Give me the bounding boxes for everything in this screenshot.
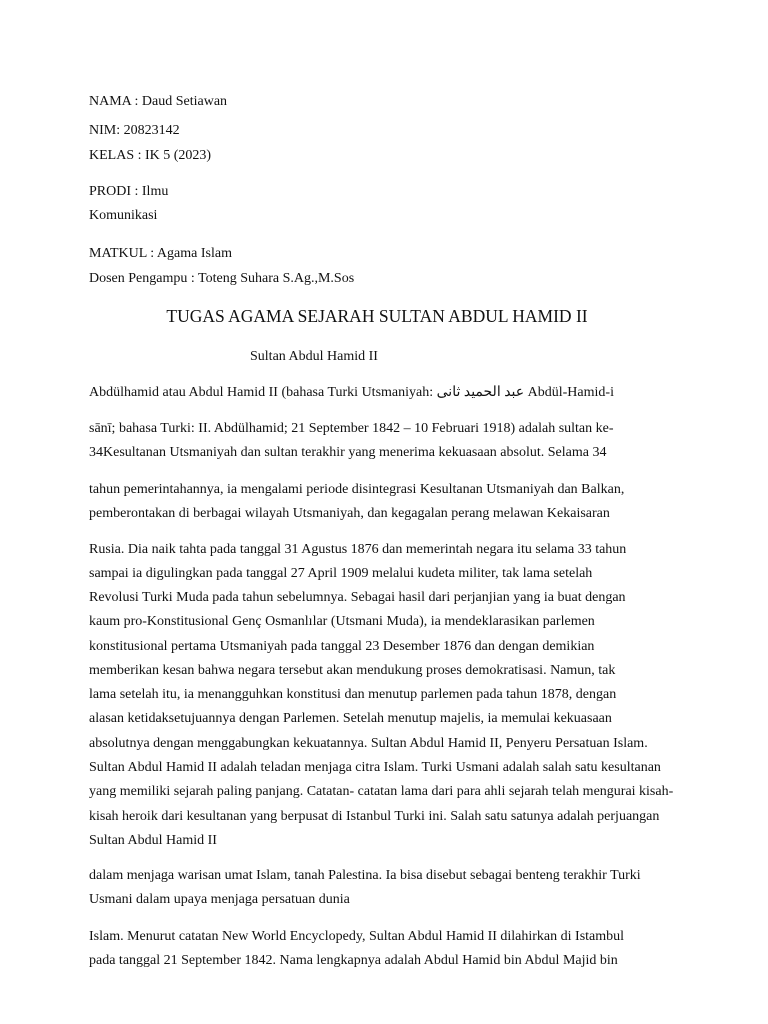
body-line: absolutnya dengan menggabungkan kekuatannya. Sultan Abdul Hamid II, Penyeru Persatuan Islam. bbox=[89, 736, 648, 751]
body-line: tahun pemerintahannya, ia mengalami periode disintegrasi Kesultanan Utsmaniyah dan Balkan, bbox=[89, 482, 625, 497]
document-subtitle: Sultan Abdul Hamid II bbox=[250, 349, 378, 364]
body-line: Usmani dalam upaya menjaga persatuan dunia bbox=[89, 892, 350, 907]
document-title: TUGAS AGAMA SEJARAH SULTAN ABDUL HAMID II bbox=[166, 306, 588, 326]
student-nim: NIM: 20823142 bbox=[89, 123, 180, 138]
body-line: sānī; bahasa Turki: II. Abdülhamid; 21 September 1842 – 10 Februari 1918) adalah sultan ke- bbox=[89, 421, 614, 436]
study-program-line-2: Komunikasi bbox=[89, 208, 158, 223]
student-name: NAMA : Daud Setiawan bbox=[89, 94, 228, 109]
body-line: Rusia. Dia naik tahta pada tanggal 31 Agustus 1876 dan memerintah negara itu selama 33 tahun bbox=[89, 542, 627, 557]
body-line: sampai ia digulingkan pada tanggal 27 April 1909 melalui kudeta militer, tak lama setelah bbox=[89, 566, 593, 581]
body-line: kaum pro-Konstitusional Genç Osmanlılar (Utsmani Muda), ia mendeklarasikan parlemen bbox=[89, 614, 595, 629]
body-line: pemberontakan di berbagai wilayah Utsmaniyah, dan kegagalan perang melawan Kekaisaran bbox=[89, 506, 610, 521]
lecturer-name: Dosen Pengampu : Toteng Suhara S.Ag.,M.Sos bbox=[89, 271, 355, 286]
body-line: Islam. Menurut catatan New World Encyclopedy, Sultan Abdul Hamid II dilahirkan di Istambul bbox=[89, 929, 625, 944]
body-line: yang memiliki sejarah paling panjang. Catatan- catatan lama dari para ahli sejarah telah mengurai kisah- bbox=[89, 784, 674, 799]
body-line: kisah heroik dari kesultanan yang berpusat di Istanbul Turki ini. Salah satu satunya adalah perjuangan bbox=[89, 809, 660, 824]
body-line: konstitusional pertama Utsmaniyah pada tanggal 23 Desember 1876 dan dengan demikian bbox=[89, 639, 595, 654]
body-line: dalam menjaga warisan umat Islam, tanah Palestina. Ia bisa disebut sebagai benteng terakhir Turki bbox=[89, 868, 641, 883]
student-class: KELAS : IK 5 (2023) bbox=[89, 148, 212, 163]
course-name: MATKUL : Agama Islam bbox=[89, 246, 232, 261]
body-line: 34Kesultanan Utsmaniyah dan sultan terakhir yang menerima kekuasaan absolut. Selama 34 bbox=[89, 445, 607, 460]
body-line: Sultan Abdul Hamid II bbox=[89, 833, 217, 848]
body-line: Sultan Abdul Hamid II adalah teladan menjaga citra Islam. Turki Usmani adalah salah satu kesultanan bbox=[89, 760, 661, 775]
study-program-line-1: PRODI : Ilmu bbox=[89, 184, 169, 199]
body-line: lama setelah itu, ia menangguhkan konstitusi dan menutup parlemen pada tahun 1878, dengan bbox=[89, 687, 617, 702]
body-line: memberikan kesan bahwa negara tersebut akan mendukung proses demokratisasi. Namun, tak bbox=[89, 663, 616, 678]
body-line: pada tanggal 21 September 1842. Nama lengkapnya adalah Abdul Hamid bin Abdul Majid bin bbox=[89, 953, 618, 968]
body-line: alasan ketidaksetujuannya dengan Parlemen. Setelah menutup majelis, ia memulai kekuasaan bbox=[89, 711, 612, 726]
body-line: Revolusi Turki Muda pada tahun sebelumnya. Sebagai hasil dari perjanjian yang ia buat dengan bbox=[89, 590, 626, 605]
body-line: Abdülhamid atau Abdul Hamid II (bahasa Turki Utsmaniyah: عبد الحميد ثانی Abdül-Hamid-i bbox=[89, 385, 614, 400]
